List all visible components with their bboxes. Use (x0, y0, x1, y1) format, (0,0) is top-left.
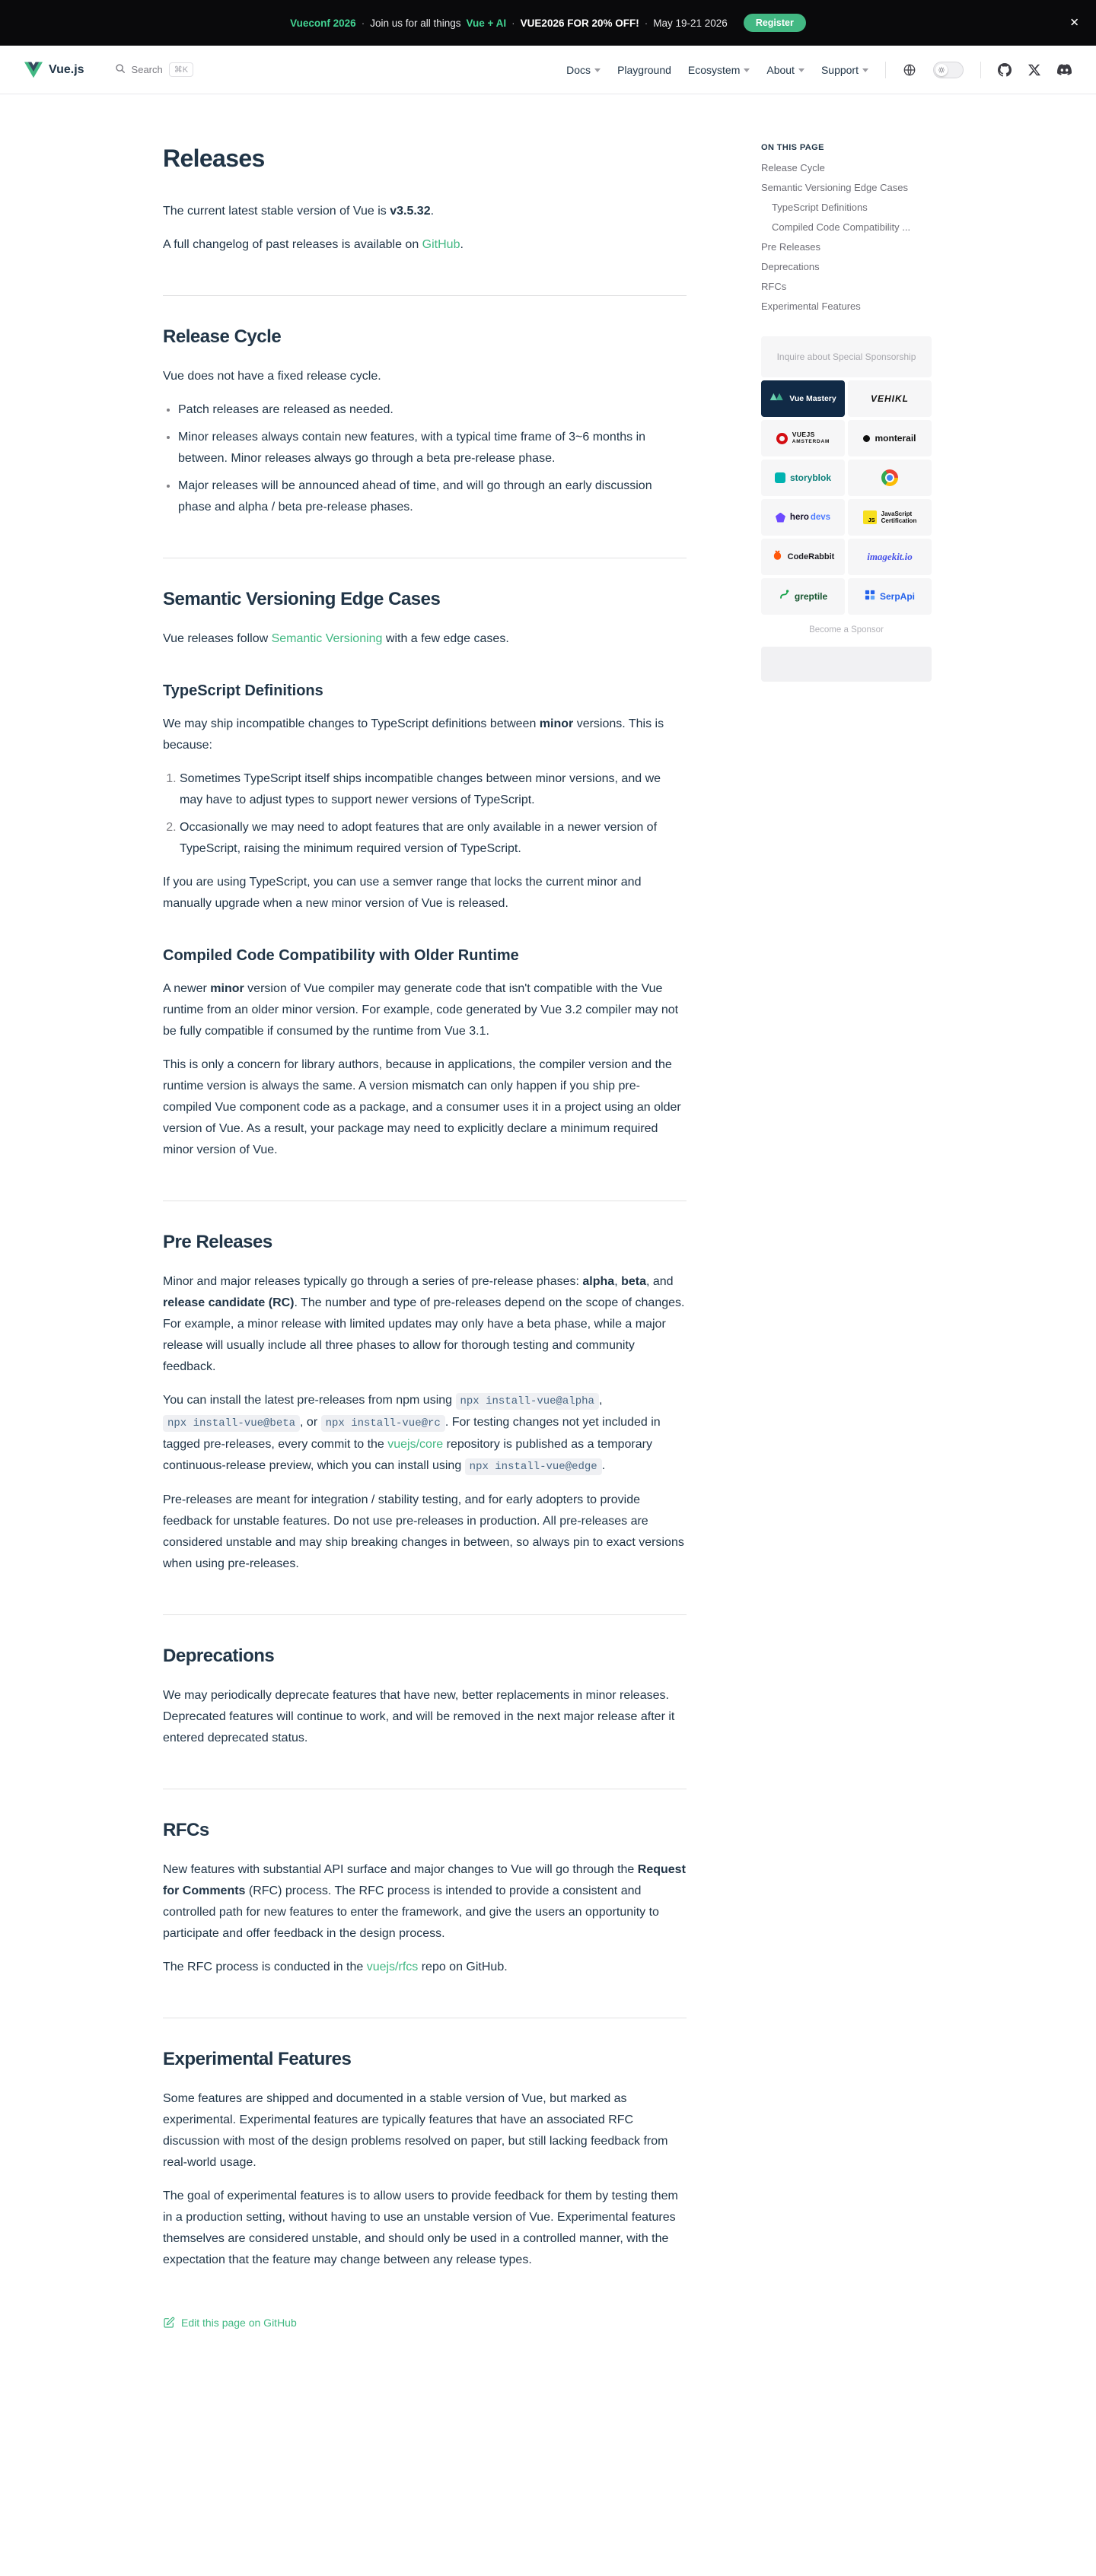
paragraph (163, 628, 687, 650)
text-run: If you are using TypeScript, you can use a semver range that locks the current minor and manually upgrade when a new minor version of Vue is released. (163, 876, 642, 910)
banner-content (290, 14, 806, 33)
text-run: , (598, 1394, 603, 1407)
navbar-divider (885, 62, 886, 78)
banner-highlight: Vue + AI (466, 17, 507, 29)
list-item (178, 427, 687, 469)
sponsor-label: imagekit.io (867, 551, 913, 562)
register-button[interactable]: Register (744, 14, 806, 33)
section-title-experimental-features: Experimental Features (163, 2018, 687, 2072)
sponsor-javascript-certification[interactable] (848, 499, 932, 536)
section-title-deprecations: Deprecations (163, 1614, 687, 1668)
paragraph (163, 978, 687, 1042)
bold-text: Request for Comments (163, 1863, 686, 1897)
chevron-down-icon (798, 68, 804, 72)
edit-page-link[interactable] (163, 2317, 297, 2329)
section-title-semver-edge-cases: Semantic Versioning Edge Cases (163, 558, 687, 612)
vue-mastery-logo-icon (769, 392, 785, 405)
code-span: npx install-vue@alpha (456, 1393, 599, 1410)
translations-button[interactable] (903, 63, 916, 77)
sponsor-imagekit[interactable] (848, 539, 932, 575)
github-icon (998, 63, 1012, 77)
serpapi-logo-icon (865, 590, 875, 604)
text-run: Vue does not have a fixed release cycle. (163, 370, 381, 383)
chevron-down-icon (594, 68, 601, 72)
text-run: The RFC process is conducted in the (163, 1961, 367, 1973)
paragraph (163, 714, 687, 756)
nav-item-docs[interactable] (566, 64, 601, 76)
code-span: npx install-vue@rc (321, 1415, 445, 1432)
text-run: , and (645, 1275, 674, 1288)
text-run: . (460, 238, 464, 251)
sponsor-label-line: VUEJS (792, 431, 815, 439)
nav-item-support[interactable] (821, 64, 868, 76)
section-title-pre-releases: Pre Releases (163, 1201, 687, 1255)
herodevs-logo-icon (776, 513, 785, 523)
text-run: Patch releases are released as needed. (178, 403, 393, 416)
outline-link-pre-releases[interactable]: Pre Releases (761, 241, 821, 253)
list-item (178, 475, 687, 518)
edit-page-label: Edit this page on GitHub (181, 2317, 297, 2329)
vuejs-amsterdam-logo-icon (776, 433, 788, 444)
discord-icon (1057, 62, 1072, 77)
sponsor-label: SerpApi (879, 591, 915, 602)
section-title-compiled-code-compatibility: Compiled Code Compatibility with Older Runtime (163, 947, 519, 964)
sponsor-label: CodeRabbit (787, 552, 835, 561)
text-run: versions. This is because: (163, 717, 664, 752)
section-title-rfcs: RFCs (163, 1789, 687, 1843)
navbar (0, 46, 1096, 94)
special-sponsor-label: Inquire about Special Sponsorship (776, 351, 916, 362)
bold-text: minor (539, 717, 574, 730)
list-item (180, 817, 687, 860)
text-run: Pre-releases are meant for integration / stability testing, and for early adopters to provide feedback for unstable features. Do not use pre-releases in production. All pre-releases are considered unstable and may ship breaking changes in between, so always pin to exact versions when using pre-releases. (163, 1493, 684, 1570)
search-button[interactable] (115, 62, 194, 77)
numbered-list (163, 768, 687, 860)
text-run: with a few edge cases. (382, 632, 509, 645)
ads-placeholder (761, 647, 932, 682)
list-item (180, 768, 687, 811)
chevron-down-icon (862, 68, 868, 72)
intro-paragraph (163, 234, 687, 256)
sponsor-vehikl[interactable] (848, 380, 932, 417)
paragraph (163, 872, 687, 914)
outline-link-deprecations[interactable]: Deprecations (761, 261, 820, 272)
sponsor-label-line: AMSTERDAM (792, 439, 830, 445)
chrome-logo-icon (881, 469, 898, 486)
text-run: . For testing changes not yet included in tagged pre-releases, every commit to the (163, 1416, 661, 1451)
code-span: npx install-vue@edge (465, 1458, 602, 1475)
outline-nav (761, 158, 932, 316)
storyblok-logo-icon (775, 472, 785, 483)
text-run: A newer (163, 982, 211, 995)
sponsor-vuejs-amsterdam[interactable] (761, 420, 845, 456)
text-run: We may periodically deprecate features that have new, better replacements in minor releases. Deprecated features will continue to work, and will be removed in the next major release after it entered deprecated status. (163, 1689, 675, 1744)
banner-separator: · (361, 17, 365, 29)
bold-text: release candidate (RC) (163, 1296, 295, 1309)
navbar-menu (566, 62, 1072, 78)
bold-text: minor (210, 982, 244, 995)
discord-link[interactable] (1057, 62, 1072, 77)
sponsor-herodevs[interactable] (761, 499, 845, 536)
theme-toggle[interactable] (933, 62, 964, 78)
nav-item-ecosystem[interactable] (688, 64, 750, 76)
banner-separator: · (644, 17, 648, 29)
outline-link-typescript-definitions[interactable]: TypeScript Definitions (772, 202, 868, 213)
text-run: Vue releases follow (163, 632, 272, 645)
sponsor-greptile[interactable] (761, 578, 845, 615)
bold-text: beta (621, 1275, 646, 1288)
nav-item-playground[interactable] (617, 64, 671, 76)
paragraph (163, 1490, 687, 1575)
nav-item-about[interactable] (766, 64, 804, 76)
sponsor-label (881, 510, 917, 524)
nav-item-label: Ecosystem (687, 63, 741, 76)
outline-link-experimental-features[interactable]: Experimental Features (761, 301, 861, 312)
paragraph (163, 1390, 687, 1477)
text-run: Sometimes TypeScript itself ships incompatible changes between minor versions, and we may have to adjust types to support newer versions of TypeScript. (180, 772, 661, 806)
greptile-logo-icon (779, 589, 790, 604)
search-icon (115, 63, 126, 76)
sponsor-label: hero (789, 513, 809, 522)
become-sponsor-link[interactable]: Become a Sponsor (809, 625, 884, 634)
sponsor-vue-mastery[interactable] (761, 380, 845, 417)
bullet-list (163, 399, 687, 518)
paragraph (163, 1685, 687, 1749)
brand-name: Vue.js (49, 62, 84, 76)
paragraph (163, 1859, 687, 1945)
sponsor-label: VEHIKL (870, 393, 909, 404)
paragraph (163, 2186, 687, 2271)
sponsor-label: monterail (875, 433, 916, 444)
sponsor-serpapi[interactable] (848, 578, 932, 615)
text-run: We may ship incompatible changes to TypeScript definitions between (163, 717, 540, 730)
sponsor-label: devs (810, 513, 831, 522)
nav-item-label: Playground (617, 63, 671, 76)
outline (761, 143, 932, 316)
paragraph (163, 1271, 687, 1378)
sponsor-label: storyblok (789, 472, 831, 483)
coderabbit-logo-icon (772, 549, 783, 564)
banner-event: Vueconf 2026 (290, 17, 356, 29)
text-run: , (614, 1275, 622, 1288)
text-run: . (430, 205, 435, 218)
inline-link[interactable]: vuejs/rfcs (366, 1961, 419, 1973)
text-run: . (601, 1459, 606, 1472)
sponsor-label-line: Certification (881, 517, 917, 524)
paragraph (163, 366, 687, 387)
on-this-page-title: ON THIS PAGE (761, 143, 824, 152)
promo-banner (0, 0, 1096, 46)
text-run: Some features are shipped and documented in a stable version of Vue, but marked as experimental. Experimental features are typically features that have an associated RFC discussion with most of the design problems resolved on paper, but still lacking feedback from real-world usage. (163, 2092, 668, 2169)
section-title-typescript-definitions: TypeScript Definitions (163, 682, 323, 699)
paragraph (163, 1054, 687, 1161)
nav-item-label: About (766, 63, 795, 76)
text-run: , or (300, 1416, 321, 1429)
text-run: Occasionally we may need to adopt features that are only available in a newer version of TypeScript, raising the minimum required version of TypeScript. (180, 821, 658, 855)
navbar-left (24, 62, 193, 78)
sponsor-monterail[interactable] (848, 420, 932, 456)
vue-logo-icon (24, 62, 43, 78)
page-layout (0, 94, 1096, 2416)
text-run: You can install the latest pre-releases from npm using (163, 1394, 456, 1407)
text-run: A full changelog of past releases is available on (163, 238, 422, 251)
doc-content (163, 143, 687, 2333)
banner-text: Join us for all things (370, 17, 461, 29)
search-label: Search (131, 64, 163, 75)
section-title-release-cycle: Release Cycle (163, 295, 687, 349)
inline-link[interactable]: vuejs/core (387, 1438, 444, 1451)
text-run: New features with substantial API surface and major changes to Vue will go through the (163, 1863, 638, 1876)
sponsor-grid (761, 380, 932, 615)
text-run: version of Vue compiler may generate code that isn't compatible with the Vue runtime from an older minor version. For example, code generated by Vue 3.2 compiler may not be fully compatible if consumed by the runtime from Vue 3.1. (163, 982, 679, 1038)
sponsor-label: greptile (794, 591, 828, 602)
paragraph (163, 1957, 687, 1978)
sponsor-coderabbit[interactable] (761, 539, 845, 575)
nav-item-label: Docs (566, 63, 591, 76)
monterail-logo-icon (863, 435, 870, 442)
inline-link[interactable]: GitHub (422, 238, 460, 251)
paragraph (163, 2088, 687, 2174)
aside (761, 143, 932, 682)
twitter-x-icon (1028, 64, 1040, 76)
sun-icon (938, 66, 945, 74)
translation-icon (903, 63, 916, 77)
text-run: The goal of experimental features is to allow users to provide feedback for them by testing them in a production setting, without having to use an unstable version of Vue. Experimental features themselves are considered unstable, and should only be used in a controlled manner, with the expectation that the feature may change between any release types. (163, 2190, 678, 2266)
sponsor-label-line: JavaScript (881, 510, 913, 517)
edit-row (163, 2317, 687, 2333)
text-run: . The number and type of pre-releases depend on the scope of changes. For example, a minor release with limited updates may only have a beta phase, while a major release will usually include all three phases to allow for thorough testing and community feedback. (163, 1296, 685, 1373)
banner-dates: May 19-21 2026 (653, 17, 728, 29)
navbar-divider (980, 62, 981, 78)
outline-link-release-cycle[interactable]: Release Cycle (761, 162, 825, 173)
code-span: npx install-vue@beta (163, 1415, 300, 1432)
bold-text: v3.5.32 (390, 205, 431, 218)
text-run: Minor and major releases typically go through a series of pre-release phases: (163, 1275, 583, 1288)
text-run: repo on GitHub. (418, 1961, 508, 1973)
sponsor-storyblok[interactable] (761, 460, 845, 496)
special-sponsor-slot[interactable] (761, 336, 932, 377)
text-run: (RFC) process. The RFC process is intended to provide a consistent and controlled path for new features to enter the framework, and give the users an opportunity to participate and offer feedback in the design process. (163, 1884, 659, 1940)
list-item (178, 399, 687, 421)
outline-link-semver-edge-cases[interactable]: Semantic Versioning Edge Cases (761, 182, 908, 193)
js-logo-icon: JS (863, 510, 877, 524)
text-run: The current latest stable version of Vue is (163, 205, 390, 218)
edit-icon (163, 2317, 175, 2329)
sponsor-chrome[interactable] (848, 460, 932, 496)
twitter-x-link[interactable] (1028, 64, 1040, 76)
outline-link-rfcs[interactable]: RFCs (761, 281, 787, 292)
page-title: Releases (163, 145, 265, 172)
chevron-down-icon (744, 68, 750, 72)
vue-logo-link[interactable] (24, 62, 84, 78)
text-run: Minor releases always contain new features, with a typical time frame of 3~6 months in between. Minor releases always go through a beta pre-release phase. (178, 431, 646, 465)
inline-link[interactable]: Semantic Versioning (271, 632, 383, 645)
outline-link-compiled-code-compatibility[interactable]: Compiled Code Compatibility ... (772, 221, 911, 233)
text-run: repository is published as a temporary continuous-release preview, which you can install using (163, 1438, 652, 1472)
banner-separator: · (511, 17, 515, 29)
banner-promo-code: VUE2026 FOR 20% OFF! (520, 17, 639, 29)
bold-text: alpha (582, 1275, 615, 1288)
banner-close-button[interactable]: ✕ (1066, 14, 1082, 32)
text-run: Major releases will be announced ahead of time, and will go through an early discussion phase and alpha / beta pre-release phases. (178, 479, 652, 514)
theme-toggle-knob (935, 64, 948, 76)
sponsor-label: Vue Mastery (789, 394, 836, 403)
nav-item-label: Support (820, 63, 859, 76)
sponsor-label (792, 431, 830, 444)
text-run: This is only a concern for library authors, because in applications, the compiler version and the runtime version is always the same. A version mismatch can only happen if you ship pre-compiled Vue component code as a package, and a consumer uses it in a project using an older version of Vue. As a result, your package may need to explicitly declare a minimum required minor version of Vue. (163, 1058, 681, 1156)
search-shortcut-badge: ⌘K (169, 62, 193, 77)
intro-paragraph (163, 201, 687, 222)
github-link[interactable] (998, 63, 1012, 77)
